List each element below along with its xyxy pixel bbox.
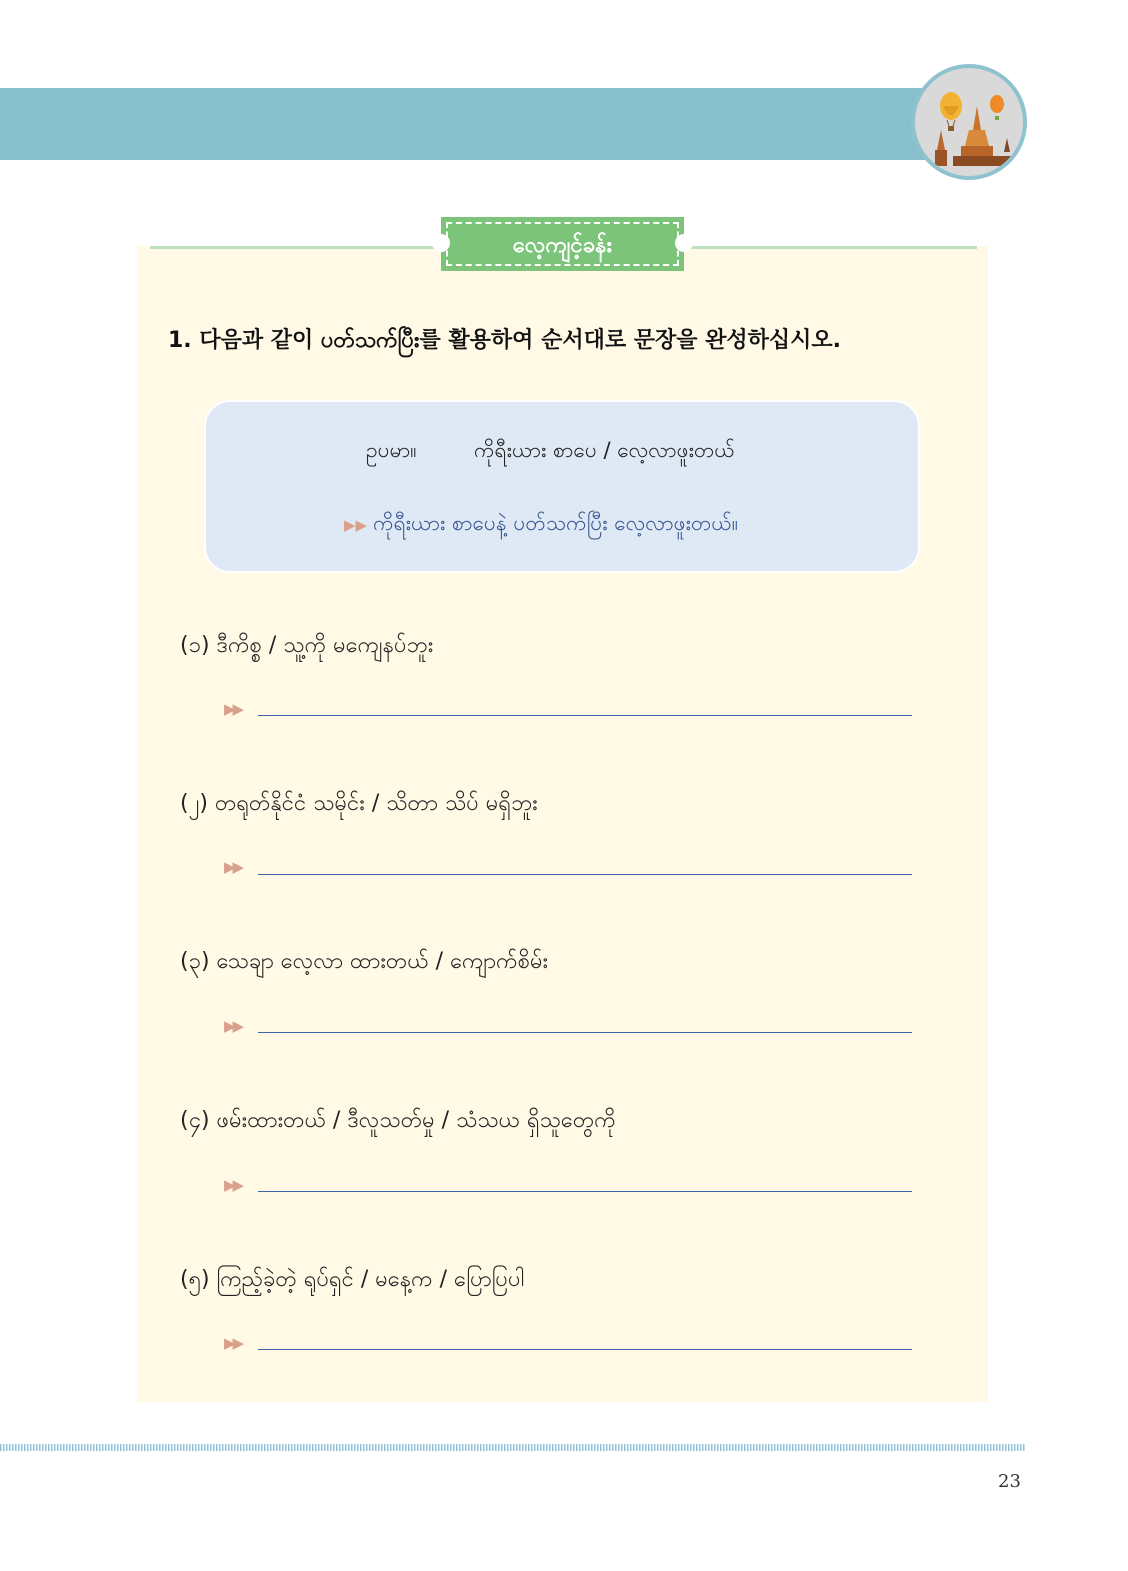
page-number: 23	[998, 1471, 1021, 1492]
header-band	[0, 88, 960, 160]
double-arrow-icon: ▶▶	[224, 1176, 242, 1194]
example-answer	[344, 510, 738, 541]
section-tab	[441, 217, 684, 271]
double-arrow-icon: ▶▶	[224, 700, 242, 718]
exercise-item-2: (၂) တရုတ်နိုင်ငံ သမိုင်း / သိတာ သိပ် မရှိဘူး	[180, 791, 538, 816]
example-answer-text: ကိုရီးယား စာပေနဲ့ ပတ်သက်ပြီး လေ့လာဖူးတယ်။	[373, 511, 739, 535]
footer-dotted-rule	[0, 1444, 1026, 1451]
answer-line-1[interactable]	[258, 715, 912, 716]
example-box	[204, 400, 920, 573]
answer-line-5[interactable]	[258, 1349, 912, 1350]
exercise-item-5: (၅) ကြည့်ခဲ့တဲ့ ရုပ်ရှင် / မနေ့က / ပြောပြပါ	[180, 1267, 525, 1292]
double-arrow-icon: ▶▶	[344, 516, 368, 534]
pagoda-balloon-icon	[911, 64, 1027, 180]
double-arrow-icon: ▶▶	[224, 1334, 242, 1352]
section-title: လေ့ကျင့်ခန်း	[512, 233, 613, 258]
answer-line-4[interactable]	[258, 1191, 912, 1192]
exercise-item-1: (၁) ဒီကိစ္စ / သူ့ကို မကျေနပ်ဘူး	[180, 633, 434, 658]
instruction-text: 1. 다음과 같이 ပတ်သက်ပြီး를 활용하여 순서대로 문장을 완성하십시오.	[168, 328, 842, 353]
double-arrow-icon: ▶▶	[224, 858, 242, 876]
answer-line-3[interactable]	[258, 1032, 912, 1033]
answer-line-2[interactable]	[258, 874, 912, 875]
example-prompt: ကိုရီးယား စာပေ / လေ့လာဖူးတယ်	[474, 438, 735, 462]
example-label: ဥပမာ။	[366, 438, 417, 462]
double-arrow-icon: ▶▶	[224, 1017, 242, 1035]
exercise-item-4: (၄) ဖမ်းထားတယ် / ဒီလူသတ်မှု / သံသယ ရှိသူတွေကို	[180, 1108, 616, 1133]
exercise-item-3: (၃) သေချာ လေ့လာ ထားတယ် / ကျောက်စိမ်း	[180, 949, 549, 974]
